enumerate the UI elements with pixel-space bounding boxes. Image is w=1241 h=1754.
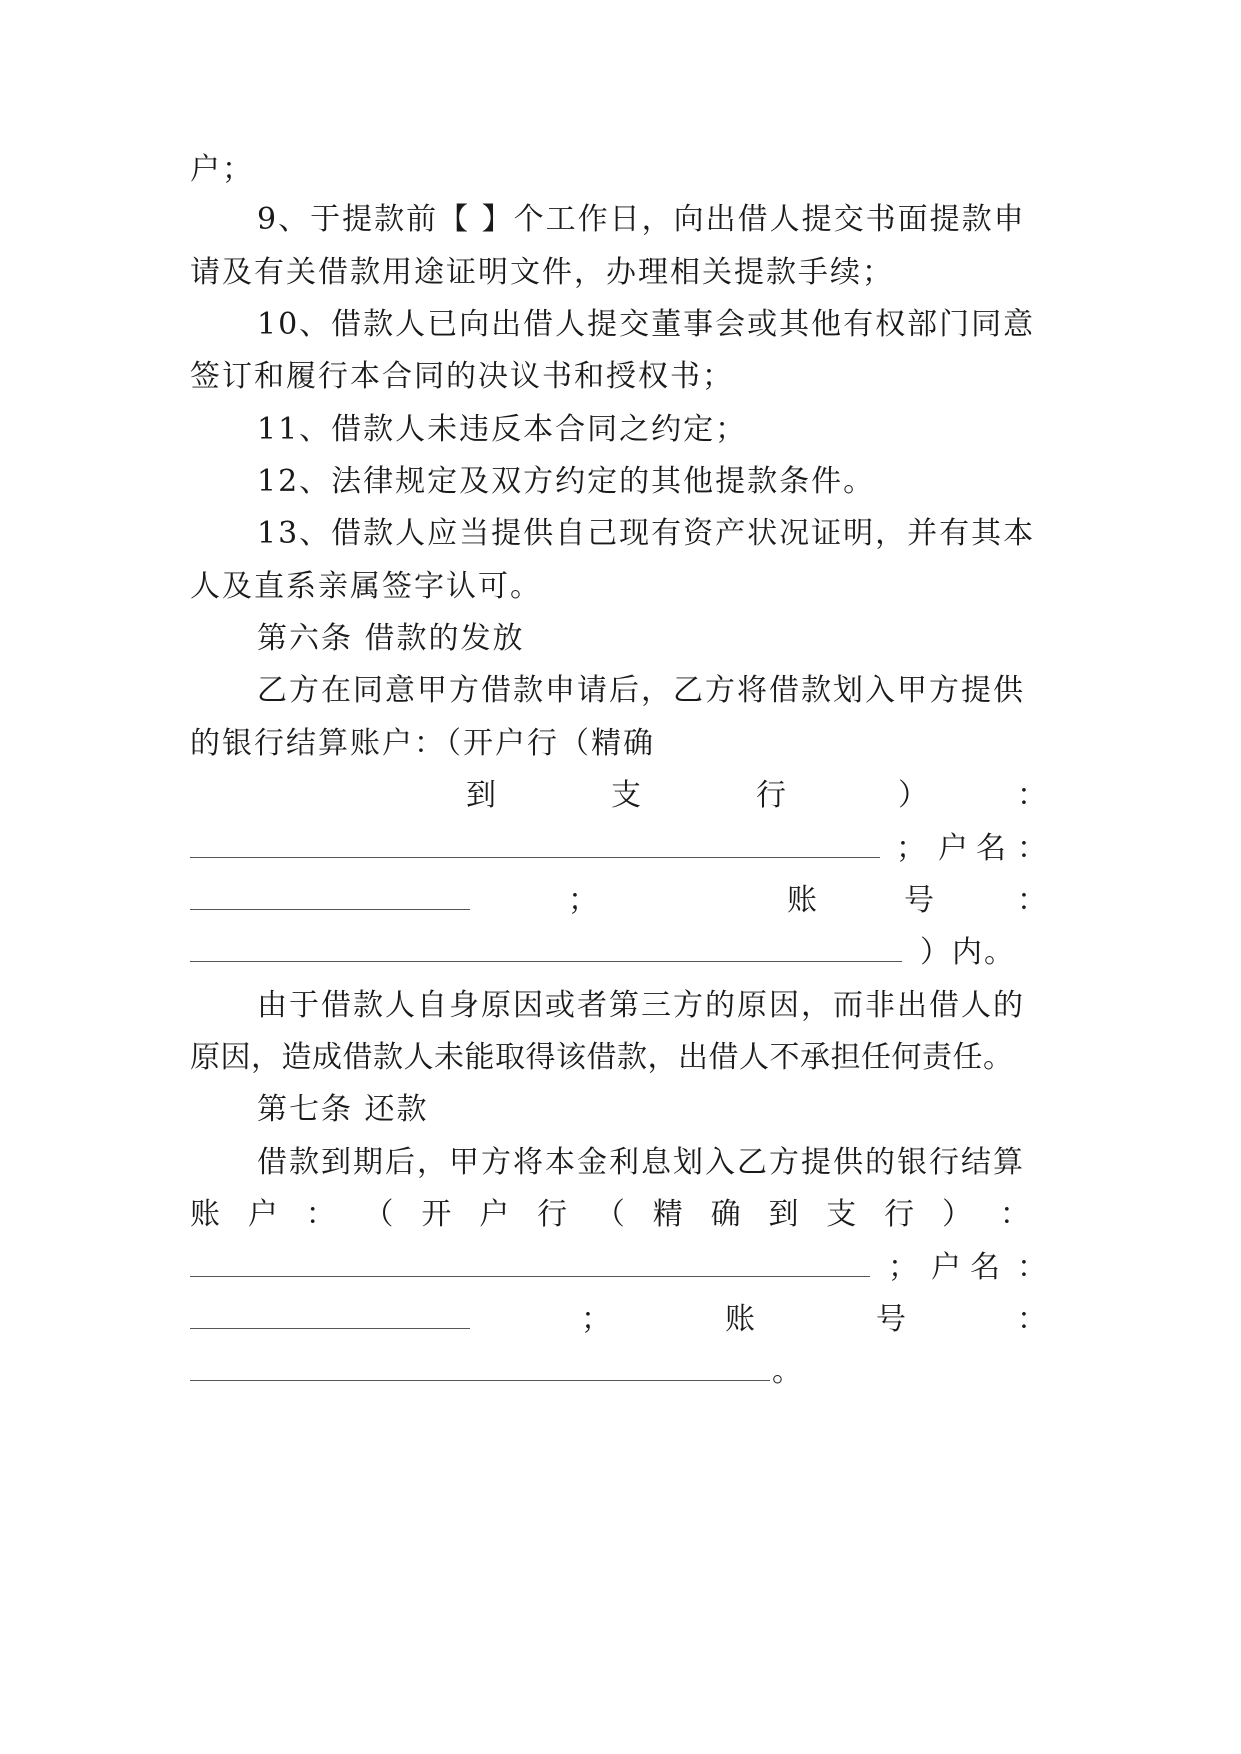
text-line: 乙方在同意甲方借款申请后，乙方将借款划入甲方提供 [257, 673, 1025, 708]
text-fragment: ： [1017, 778, 1049, 813]
text-fragment: 精 [652, 1197, 685, 1232]
text-fragment: 户 [938, 831, 970, 866]
text-fragment: 行 [537, 1197, 570, 1232]
text-fragment: 到 [466, 778, 498, 813]
text-line: 由于借款人自身原因或者第三方的原因，而非出借人的 [257, 988, 1025, 1023]
repay-account-name-blank [190, 1300, 470, 1329]
section-heading: 第六条 借款的发放 [257, 621, 525, 656]
text-fragment: ） [941, 1197, 974, 1232]
text-fragment: 户 [479, 1197, 512, 1232]
text-fragment: 行 [884, 1197, 917, 1232]
text-line: 10、借款人已向出借人提交董事会或其他有权部门同意 [257, 307, 1036, 342]
text-line: 借款到期后，甲方将本金利息划入乙方提供的银行结算 [257, 1145, 1025, 1180]
text-line: 请及有关借款用途证明文件，办理相关提款手续； [190, 255, 894, 290]
text-fragment: 账 [787, 883, 819, 918]
text-fragment: 户 [247, 1197, 280, 1232]
spread-line [190, 1195, 1032, 1235]
bank-branch-blank [190, 829, 880, 858]
text-fragment: 开 [421, 1197, 454, 1232]
text-fragment: 行 [756, 778, 788, 813]
text-fragment: ： [305, 1197, 338, 1232]
text-fragment: ） [898, 778, 930, 813]
text-fragment: ： [1017, 1302, 1049, 1337]
text-fragment: 户 [931, 1250, 963, 1285]
text-fragment: ）内。 [920, 935, 1016, 970]
text-fragment: 名 [970, 1250, 1002, 1285]
text-fragment: 。 [772, 1354, 804, 1389]
text-fragment: ； [896, 831, 928, 866]
text-fragment: 支 [826, 1197, 859, 1232]
text-fragment: ： [1017, 883, 1049, 918]
text-fragment: ； [568, 883, 600, 918]
text-fragment: 号 [904, 883, 936, 918]
text-fragment: 号 [876, 1302, 908, 1337]
text-line: 13、借款人应当提供自己现有资产状况证明，并有其本 [257, 516, 1036, 551]
text-line: 签订和履行本合同的决议书和授权书； [190, 359, 734, 394]
text-fragment: ： [1017, 831, 1049, 866]
text-fragment: ； [581, 1302, 613, 1337]
text-fragment: 账 [190, 1197, 222, 1232]
text-fragment: （ [594, 1197, 627, 1232]
text-fragment: ： [1017, 1250, 1049, 1285]
account-name-blank [190, 881, 470, 910]
text-fragment: 名 [976, 831, 1008, 866]
repay-bank-branch-blank [190, 1248, 870, 1277]
text-fragment: 支 [611, 778, 643, 813]
text-line: 人及直系亲属签字认可。 [190, 569, 542, 604]
text-line: 11、借款人未违反本合同之约定； [257, 412, 748, 447]
text-line: 的银行结算账户：（开户行（精确 [190, 726, 655, 761]
text-line: 原因，造成借款人未能取得该借款，出借人不承担任何责任。 [190, 1040, 1014, 1075]
repay-account-number-blank [190, 1352, 770, 1381]
text-fragment: （ [363, 1197, 396, 1232]
text-fragment: 账 [725, 1302, 757, 1337]
text-line: 12、法律规定及双方约定的其他提款条件。 [257, 464, 876, 499]
text-fragment: 确 [710, 1197, 743, 1232]
text-line: 户； [190, 152, 254, 187]
section-heading: 第七条 还款 [257, 1092, 429, 1127]
account-number-blank [190, 933, 902, 962]
text-fragment: 到 [768, 1197, 801, 1232]
text-fragment: ； [888, 1250, 920, 1285]
text-fragment: ： [999, 1197, 1032, 1232]
text-line: 9、于提款前【 】个工作日，向出借人提交书面提款申 [257, 202, 1026, 237]
